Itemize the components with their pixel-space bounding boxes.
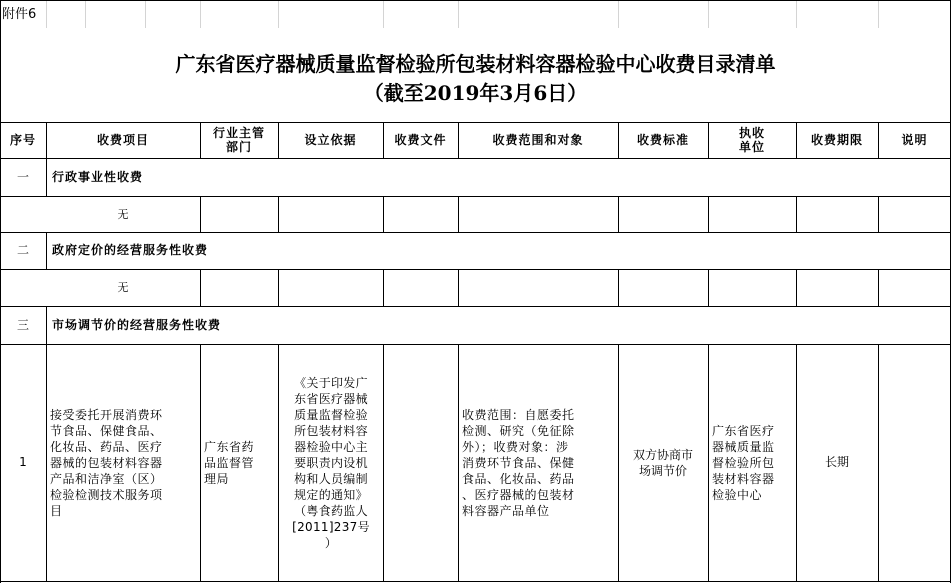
section-title: 市场调节价的经营服务性收费	[52, 317, 222, 332]
gridline	[458, 0, 459, 28]
column-divider	[878, 196, 879, 232]
gridline	[46, 0, 47, 28]
row-period: 长期	[824, 455, 849, 469]
column-divider	[878, 269, 879, 306]
header-authority: 行业主管 部门	[212, 126, 265, 154]
column-divider	[200, 196, 201, 232]
column-divider	[278, 269, 279, 306]
gridline	[796, 0, 797, 28]
column-divider	[200, 344, 201, 581]
gridline	[708, 0, 709, 28]
column-divider	[796, 196, 797, 232]
column-divider	[46, 344, 47, 581]
column-divider	[618, 196, 619, 232]
header-document: 收费文件	[394, 133, 447, 147]
column-divider	[708, 196, 709, 232]
table-border	[0, 0, 951, 1]
column-divider	[708, 344, 709, 581]
gridline	[85, 0, 86, 28]
section-title: 行政事业性收费	[52, 169, 144, 184]
column-divider	[278, 196, 279, 232]
empty-placeholder: 无	[117, 207, 129, 221]
row-basis: 《关于印发广 东省医疗器械 质量监督检验 所包装材料容 器检验中心主 要职责内设机 构和人员编制 规定的通知》 （粤食药监人 [2011]237号 ）	[292, 375, 370, 550]
gridline	[278, 0, 279, 28]
header-basis: 设立依据	[304, 133, 357, 147]
column-divider	[200, 269, 201, 306]
column-divider	[383, 196, 384, 232]
column-divider	[383, 269, 384, 306]
row-authority: 广东省药 品监督管 理局	[204, 439, 255, 486]
header-item: 收费项目	[96, 133, 149, 147]
column-divider	[46, 158, 47, 196]
header-executor: 执收 单位	[738, 126, 765, 154]
column-divider	[458, 196, 459, 232]
gridline	[200, 0, 201, 28]
gridline	[383, 0, 384, 28]
header-seq: 序号	[9, 133, 36, 147]
section-number: 一	[16, 169, 29, 184]
column-divider	[46, 306, 47, 344]
column-divider	[618, 269, 619, 306]
page-title: 广东省医疗器械质量监督检验所包装材料容器检验中心收费目录清单	[175, 52, 776, 76]
row-item: 接受委托开展消费环 节食品、保健食品、 化妆品、药品、医疗 器械的包装材料容器 产品和洁净室（区） 检验检测技术服务项 目	[50, 407, 163, 518]
column-divider	[708, 269, 709, 306]
section-number: 二	[16, 243, 29, 257]
row-executor: 广东省医疗 器械质量监 督检验所包 装材料容器 检验中心	[712, 423, 775, 502]
row-seq: 1	[19, 455, 27, 469]
header-scope: 收费范围和对象	[492, 133, 584, 147]
gridline	[878, 0, 879, 28]
gridline	[618, 0, 619, 28]
row-scope: 收费范围：自愿委托 检测、研究（免征除 外）；收费对象：涉 消费环节食品、保健 食品、化妆品、药品 、医疗器械的包装材 料容器产品单位	[462, 407, 575, 518]
row-note	[878, 344, 951, 581]
section-number: 三	[16, 317, 29, 332]
header-period: 收费期限	[810, 133, 863, 147]
column-divider	[796, 269, 797, 306]
attachment-label: 附件6	[2, 7, 37, 22]
table-border	[0, 581, 951, 582]
column-divider	[458, 269, 459, 306]
section-title: 政府定价的经营服务性收费	[52, 243, 209, 257]
column-divider	[458, 344, 459, 581]
header-standard: 收费标准	[636, 133, 689, 147]
header-note: 说明	[901, 133, 928, 147]
row-standard: 双方协商市 场调节价	[632, 447, 693, 478]
row-document	[383, 344, 458, 581]
page-subtitle: （截至2019年3月6日）	[363, 81, 588, 105]
empty-placeholder: 无	[117, 281, 129, 294]
gridline	[145, 0, 146, 28]
column-divider	[278, 344, 279, 581]
column-divider	[46, 232, 47, 269]
